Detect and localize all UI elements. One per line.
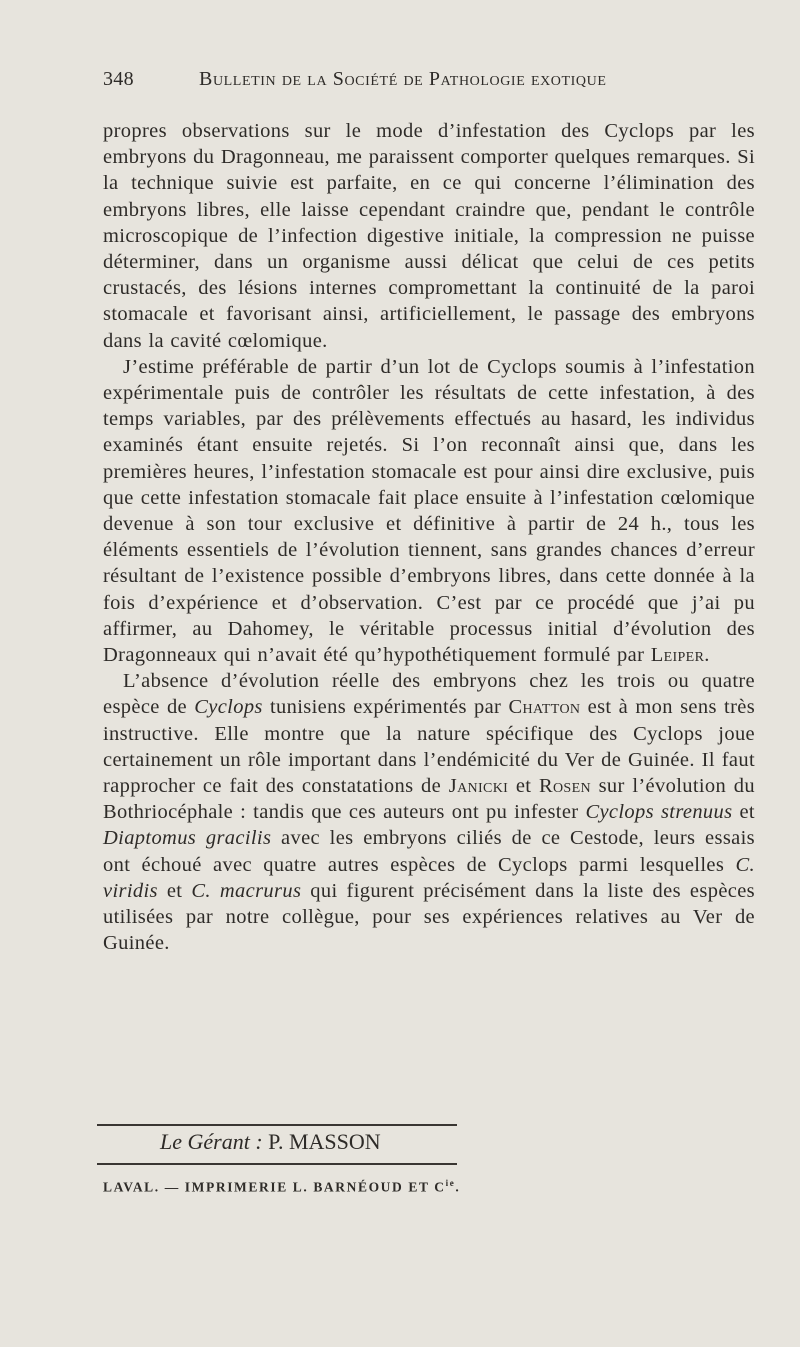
species-diaptomus: Diaptomus gracilis: [103, 827, 272, 850]
conj-et-3: et: [166, 879, 183, 902]
paragraph-3: [103, 668, 755, 956]
paragraph-3-text-a: L’absence d’évolution réelle des embryons chez les trois ou quatre espèce de: [103, 670, 755, 719]
manager-label: Le Gérant :: [160, 1129, 263, 1154]
manager-signature: [160, 1129, 381, 1155]
species-viridis: C. viridis: [103, 853, 755, 902]
conj-et-1: et: [515, 775, 532, 798]
conj-et-2: et: [739, 801, 755, 824]
paragraph-3-text-c: est à mon sens très instructive. Elle montre que la nature spécifique des Cyclops joue certainement un rôle important dans l’endémicité du Ver de Guinée. Il faut rapprocher ce fait des constatations de: [103, 696, 756, 798]
printer-sup: ie: [445, 1178, 456, 1188]
printer-end: .: [455, 1179, 461, 1195]
paragraph-3-text-b: tunisiens expérimentés par: [270, 696, 502, 719]
author-name-janicki: Janicki: [448, 775, 509, 798]
footer-rule-bottom: [97, 1163, 457, 1165]
species-macrurus: C. macrurus: [191, 879, 302, 902]
paragraph-2-end: .: [704, 644, 710, 667]
author-name-chatton: Chatton: [508, 696, 581, 719]
manager-name: P. MASSON: [268, 1129, 381, 1154]
journal-title: Bulletin de la Société de Pathologie exotique: [199, 68, 607, 90]
species-strenuus: Cyclops strenuus: [585, 801, 733, 824]
paragraph-1: [103, 118, 755, 354]
paragraph-1-text: propres observations sur le mode d’infestation des Cyclops par les embryons du Dragonneau, me paraissent comporter quelques remarques. Si la technique suivie est parfaite, en ce qui concerne l’élimination des embryons libres, elle laisse cependant craindre que, pendant le contrôle microscopique de l’infection digestive initiale, la compression ne puisse déterminer, dans un organisme aussi délicat que celui de ces petits crustacés, des lésions internes compromettant la continuité de la paroi stomacale et favorisant ainsi, artificiellement, le passage des embryons dans la cavité cœlomique.: [103, 120, 755, 352]
paragraph-3-text-e: avec les embryons ciliés de ce Cestode, leurs essais ont échoué avec quatre autres espèces de Cyclops parmi lesquelles: [103, 827, 755, 876]
author-name-leiper: Leiper: [650, 644, 705, 667]
genus-cyclops: Cyclops: [194, 696, 263, 719]
author-name-rosen: Rosen: [538, 775, 591, 798]
paragraph-3-text-d: sur l’évolution du Bothriocéphale : tandis que ces auteurs ont pu infester: [103, 775, 755, 824]
page-number: 348: [103, 68, 134, 90]
article-body: [103, 118, 755, 957]
footer-rule-top: [97, 1124, 457, 1126]
paragraph-3-text-f: qui figurent précisément dans la liste des espèces utilisées par notre collègue, pour ses expériences relatives au Ver de Guinée.: [103, 879, 755, 955]
printer-text: LAVAL. — IMPRIMERIE L. BARNÉOUD ET C: [103, 1179, 446, 1195]
paragraph-2: [103, 354, 755, 668]
paragraph-2-text: J’estime préférable de partir d’un lot de Cyclops soumis à l’infestation expérimentale puis de contrôler les résultats de cette infestation, à des temps variables, par des prélèvements effectués au hasard, les individus examinés étant ensuite rejetés. Si l’on reconnaît ainsi que, dans les premières heures, l’infestation stomacale est pour ainsi dire exclusive, puis que cette infestation stomacale fait place ensuite à l’infestation cœlomique devenue à son tour exclusive et définitive à partir de 24 h., tous les éléments essentiels de l’évolution tiennent, sans grandes chances d’erreur résultant de l’existence possible d’embryons libres, dans cette donnée à la fois d’expérience et d’observation. C’est par ce procédé que j’ai pu affirmer, au Dahomey, le véritable processus initial d’évolution des Dragonneaux qui n’avait été qu’hypothétiquement formulé par: [103, 355, 755, 667]
running-head: [103, 68, 703, 98]
printer-imprint: [103, 1178, 460, 1196]
